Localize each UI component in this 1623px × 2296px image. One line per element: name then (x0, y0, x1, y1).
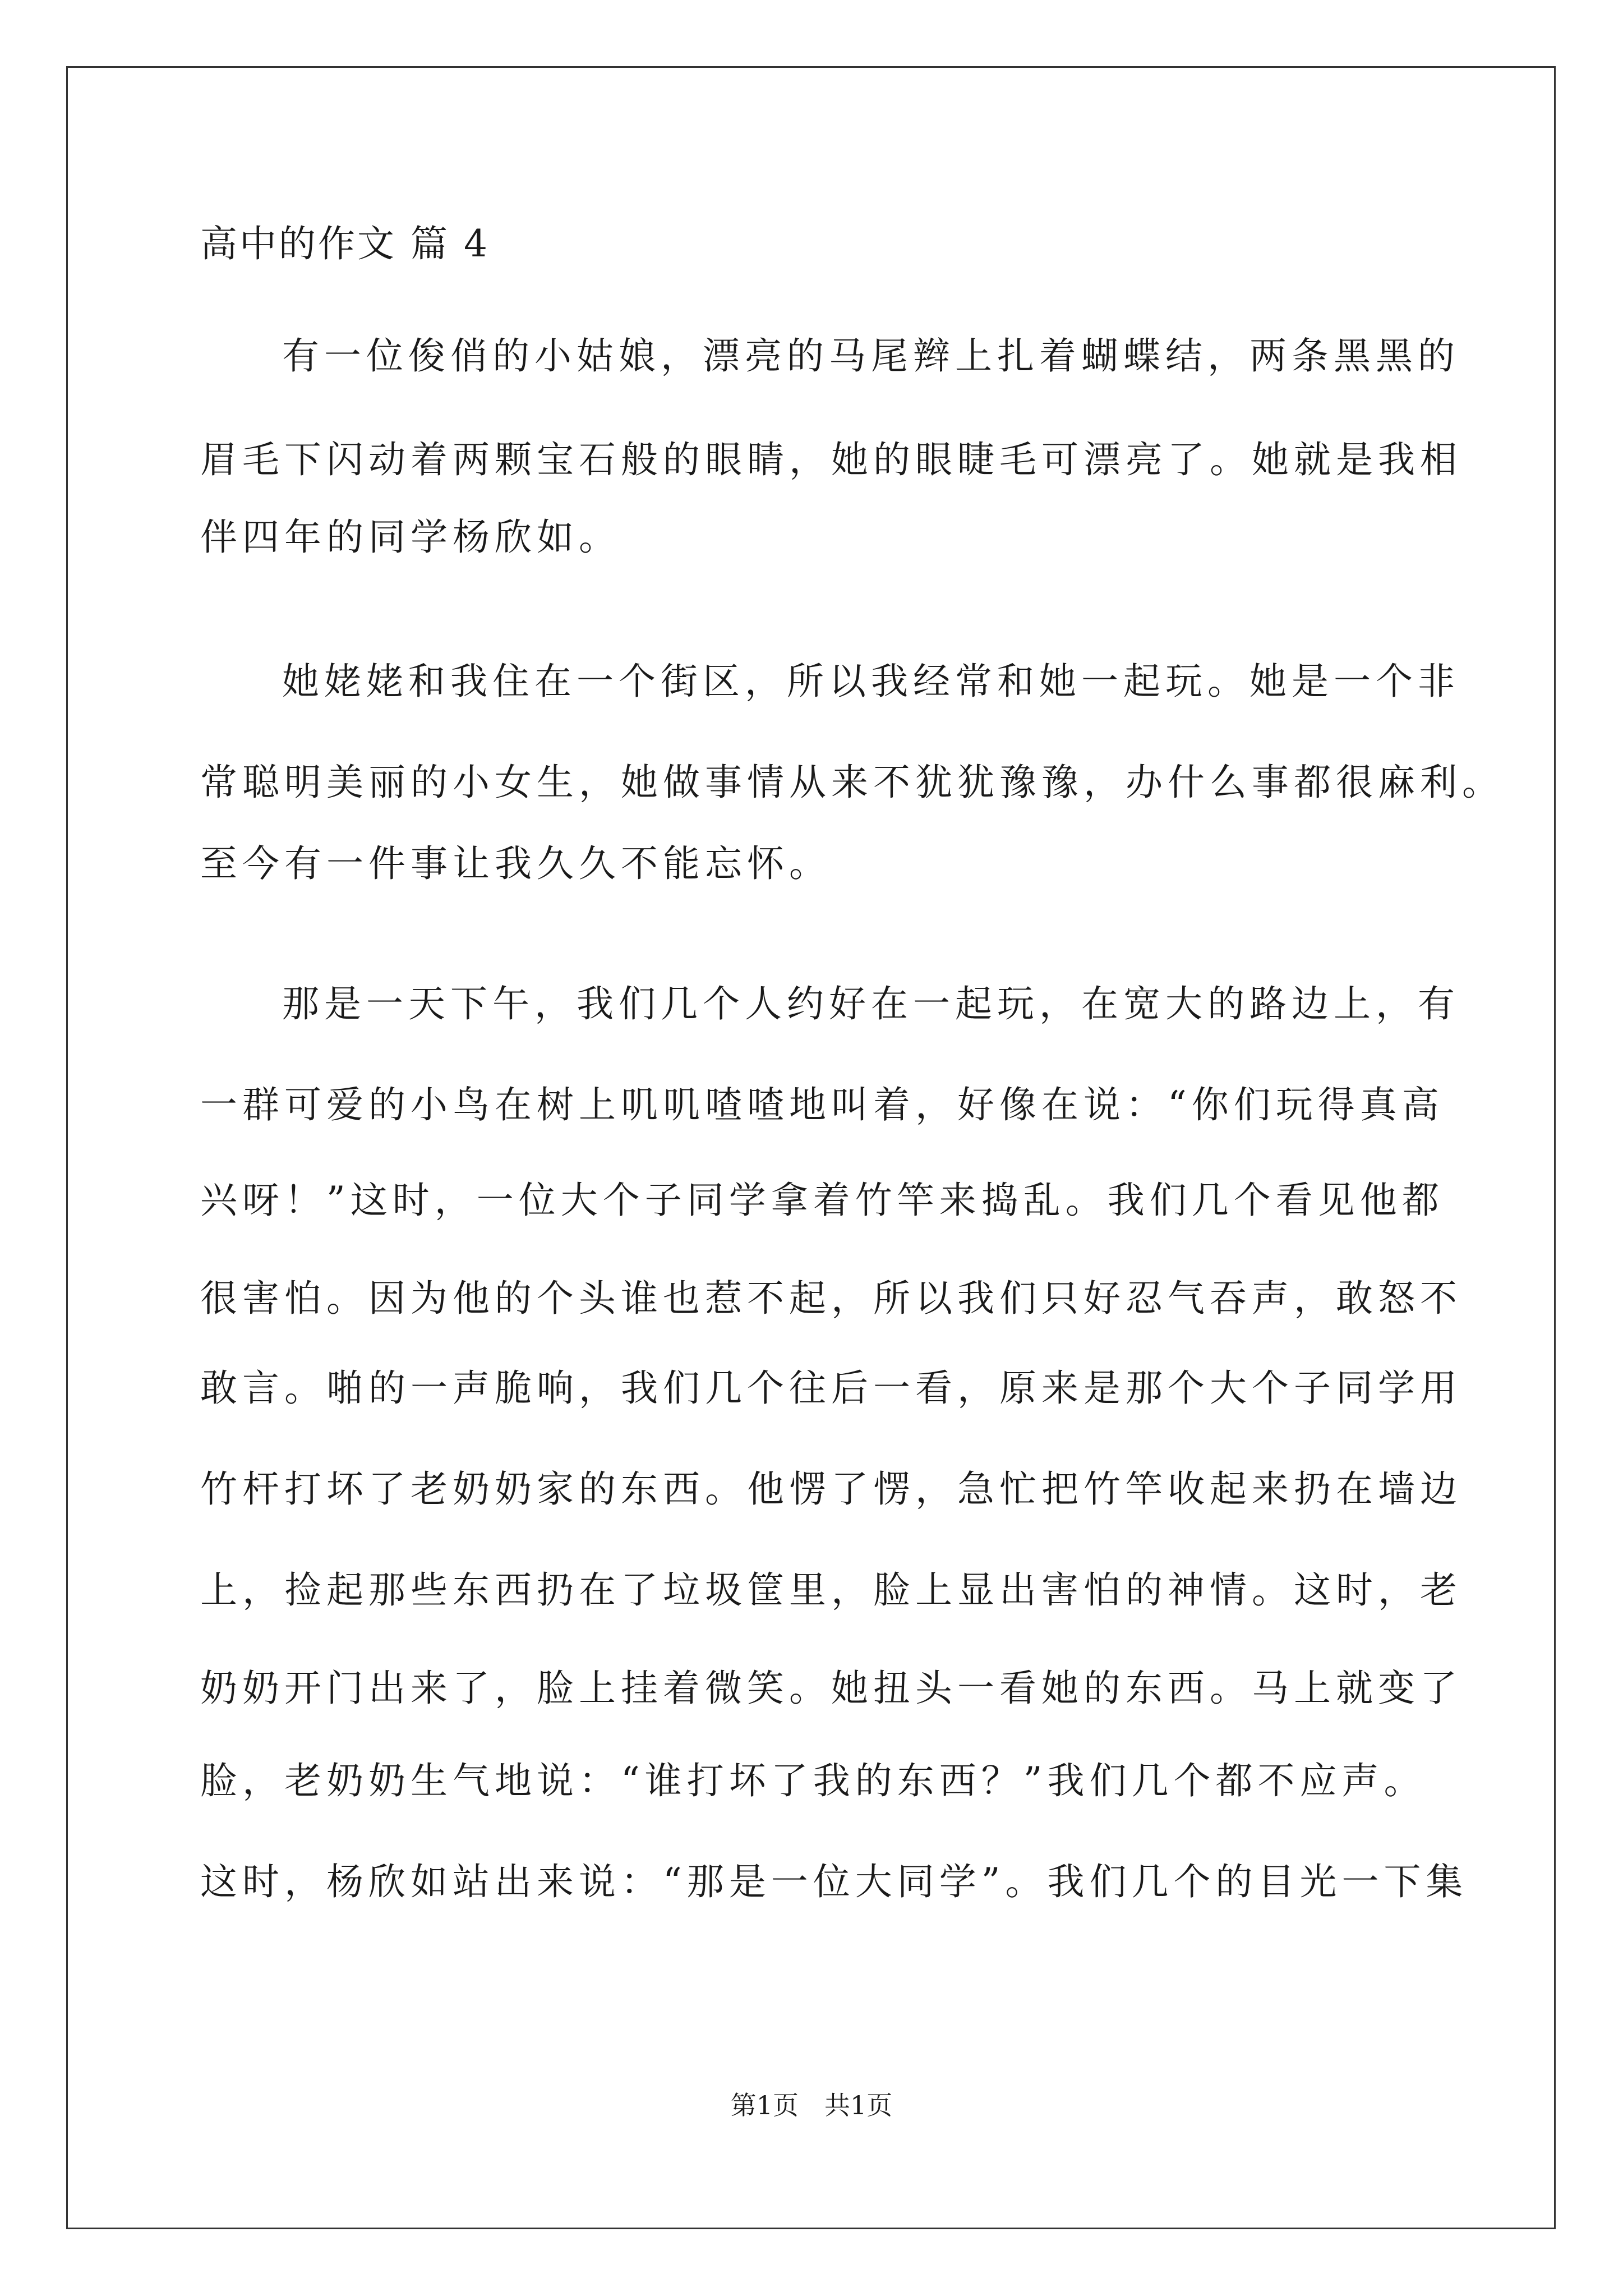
paragraph-line: 有一位俊俏的小姑娘，漂亮的马尾辫上扎着蝴蝶结，两条黑黑的 (282, 334, 1460, 378)
paragraph-line: 很害怕。因为他的个头谁也惹不起，所以我们只好忍气吞声，敢怒不 (200, 1277, 1462, 1320)
paragraph-line: 奶奶开门出来了，脸上挂着微笑。她扭头一看她的东西。马上就变了 (200, 1667, 1462, 1710)
paragraph-line: 常聪明美丽的小女生，她做事情从来不犹犹豫豫，办什么事都很麻利。 (200, 761, 1504, 804)
paragraph-line: 脸，老奶奶生气地说：“谁打坏了我的东西？”我们几个都不应声。 (200, 1759, 1426, 1802)
paragraph-line: 兴呀！”这时，一位大个子同学拿着竹竿来捣乱。我们几个看见他都 (200, 1179, 1444, 1222)
page-number-footer: 第1页 共1页 (730, 2090, 893, 2120)
document-title: 高中的作文 篇 4 (200, 222, 490, 265)
paragraph-line: 一群可爱的小鸟在树上叽叽喳喳地叫着，好像在说：“你们玩得真高 (200, 1083, 1444, 1126)
paragraph-line: 眉毛下闪动着两颗宝石般的眼睛，她的眼睫毛可漂亮了。她就是我相 (200, 438, 1462, 481)
paragraph-line: 至今有一件事让我久久不能忘怀。 (200, 842, 831, 885)
paragraph-line: 那是一天下午，我们几个人约好在一起玩，在宽大的路边上，有 (282, 982, 1460, 1025)
paragraph-line: 上，捡起那些东西扔在了垃圾筐里，脸上显出害怕的神情。这时，老 (200, 1568, 1462, 1612)
page-border (66, 66, 1556, 2229)
paragraph-line: 伴四年的同学杨欣如。 (200, 516, 621, 559)
paragraph-line: 她姥姥和我住在一个街区，所以我经常和她一起玩。她是一个非 (282, 660, 1460, 703)
paragraph-line: 竹杆打坏了老奶奶家的东西。他愣了愣，急忙把竹竿收起来扔在墙边 (200, 1467, 1462, 1511)
paragraph-line: 这时，杨欣如站出来说：“那是一位大同学”。我们几个的目光一下集 (200, 1860, 1468, 1903)
paragraph-line: 敢言。啪的一声脆响，我们几个往后一看，原来是那个大个子同学用 (200, 1366, 1462, 1410)
